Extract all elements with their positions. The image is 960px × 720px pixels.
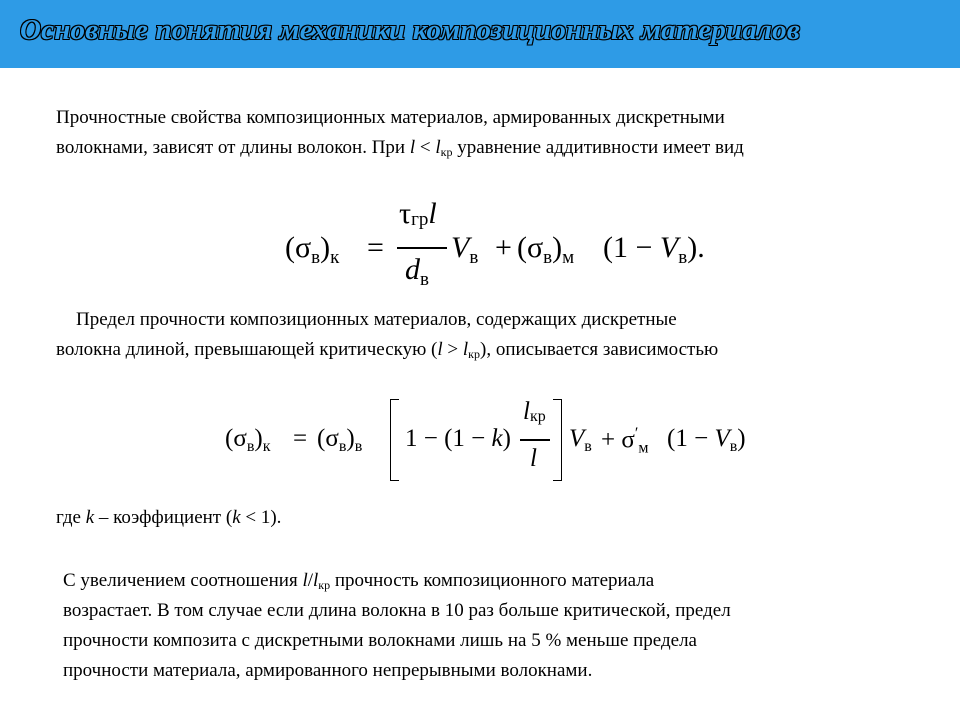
- p4-var-l: l: [302, 570, 308, 591]
- f2-r-open: (σ: [317, 425, 339, 452]
- p4-text-b: прочность композиционного материала: [330, 570, 655, 591]
- p4-sub-kr: кр: [318, 578, 331, 592]
- f1-tail-open: (1 −: [603, 231, 660, 264]
- f1-tail-V: V: [659, 231, 679, 264]
- p3-var-k2: k: [232, 507, 241, 528]
- p1-text-a: волокнами, зависят от длины волокон. При: [56, 137, 410, 158]
- f2-den-l: l: [530, 445, 537, 472]
- f1-plus: +: [495, 231, 512, 264]
- p4-var-lkr: l: [313, 570, 319, 591]
- f2-lhs-close: ): [254, 425, 263, 452]
- f2-bracket-left: [390, 399, 399, 481]
- p1-sub-kr: кр: [440, 145, 453, 159]
- f1-fraction-bar: [397, 247, 447, 249]
- f1-lhs-open: (σ: [285, 231, 312, 264]
- p2-text-a: волокна длиной, превышающей критическую (: [56, 339, 438, 360]
- p4-line2: возрастает. В том случае если длина волокна в 10 раз больше критической, предел: [63, 600, 731, 621]
- f1-V: V: [451, 231, 470, 264]
- p2-line1: Предел прочности композиционных материалов, содержащих дискретные: [76, 309, 677, 330]
- f2-fraction-bar: [520, 439, 550, 441]
- paragraph-intro: [56, 103, 926, 163]
- f1-m-close: ): [552, 231, 563, 264]
- f2-num-l: l: [523, 398, 530, 425]
- f2-m-sub: м: [638, 439, 649, 457]
- p2-sub-kr: кр: [468, 347, 481, 361]
- formula-strength-limit: [225, 395, 785, 487]
- f2-equals: =: [293, 425, 308, 452]
- formula-additivity: [285, 195, 725, 300]
- f2-r-sub-v: в: [338, 438, 347, 455]
- f1-m-open: (σ: [517, 231, 544, 264]
- f2-r-sub-v2: в: [354, 438, 363, 455]
- f1-num-l: l: [428, 197, 437, 230]
- f1-num-tau: τ: [399, 197, 412, 230]
- f2-inner-close: ): [502, 425, 511, 452]
- f1-lhs-sub-k: к: [330, 247, 340, 268]
- p3-text-b: – коэффициент (: [94, 507, 233, 528]
- f1-tail-sub: в: [678, 247, 688, 268]
- f2-inner-k: k: [491, 425, 503, 452]
- p2-var-l: l: [437, 339, 443, 360]
- p3-text-c: < 1).: [240, 507, 282, 528]
- f1-den-d: d: [405, 253, 420, 286]
- f2-bracket-right: [553, 399, 562, 481]
- p2-var-lkr: l: [462, 339, 469, 360]
- p2-greater-than: >: [442, 339, 463, 360]
- f1-m-sub-m: м: [562, 247, 575, 268]
- slide-title: Основные понятия механики композиционных материалов: [20, 14, 800, 46]
- f2-prime: ′: [634, 425, 639, 442]
- p3-var-k: k: [85, 507, 95, 528]
- p1-var-lkr: l: [435, 137, 441, 158]
- f1-lhs-sub-v: в: [311, 247, 321, 268]
- f2-tail-close: ): [737, 425, 746, 452]
- p4-line4: прочности материала, армированного непрерывными волокнами.: [63, 660, 593, 681]
- f2-tail-V: V: [714, 425, 730, 452]
- f1-den-sub-v: в: [420, 269, 429, 290]
- f1-lhs-close: ): [320, 231, 331, 264]
- f2-lhs-sub-k: к: [262, 438, 271, 455]
- p4-line3: прочности композита с дискретными волокнами лишь на 5 % меньше предела: [63, 630, 697, 651]
- p3-text-a: где: [56, 507, 86, 528]
- f1-equals: =: [367, 231, 384, 264]
- p2-text-b: ), описывается зависимостью: [480, 339, 719, 360]
- p1-less-than: <: [415, 137, 436, 158]
- title-bar: [0, 0, 960, 68]
- f2-inner: 1 − (1 −: [405, 425, 492, 452]
- f1-tail-close: ).: [687, 231, 705, 264]
- f2-tail-open: (1 −: [667, 425, 715, 452]
- f2-lhs-open: (σ: [225, 425, 247, 452]
- f2-V: V: [569, 425, 585, 452]
- f1-m-sub-v: в: [543, 247, 553, 268]
- f2-lhs-sub-v: в: [246, 438, 255, 455]
- f2-V-sub: в: [584, 438, 592, 455]
- f1-V-sub: в: [469, 247, 479, 268]
- p1-var-l: l: [409, 137, 416, 158]
- f2-plus-sigma: + σ: [601, 426, 635, 454]
- paragraph-conclusion: [63, 566, 923, 686]
- f2-num-sub-kr: кр: [529, 408, 546, 425]
- f2-r-close: ): [346, 425, 355, 452]
- p1-line1: Прочностные свойства композиционных материалов, армированных дискретными: [56, 107, 725, 128]
- p4-slash: /: [307, 570, 314, 591]
- f1-num-sub-gr: гр: [411, 209, 429, 230]
- paragraph-discrete-fibers: [56, 305, 920, 365]
- p4-text-a: С увеличением соотношения: [63, 570, 303, 591]
- paragraph-coefficient: [56, 503, 456, 533]
- f2-tail-sub: в: [729, 438, 738, 455]
- p1-text-b: уравнение аддитивности имеет вид: [452, 137, 744, 158]
